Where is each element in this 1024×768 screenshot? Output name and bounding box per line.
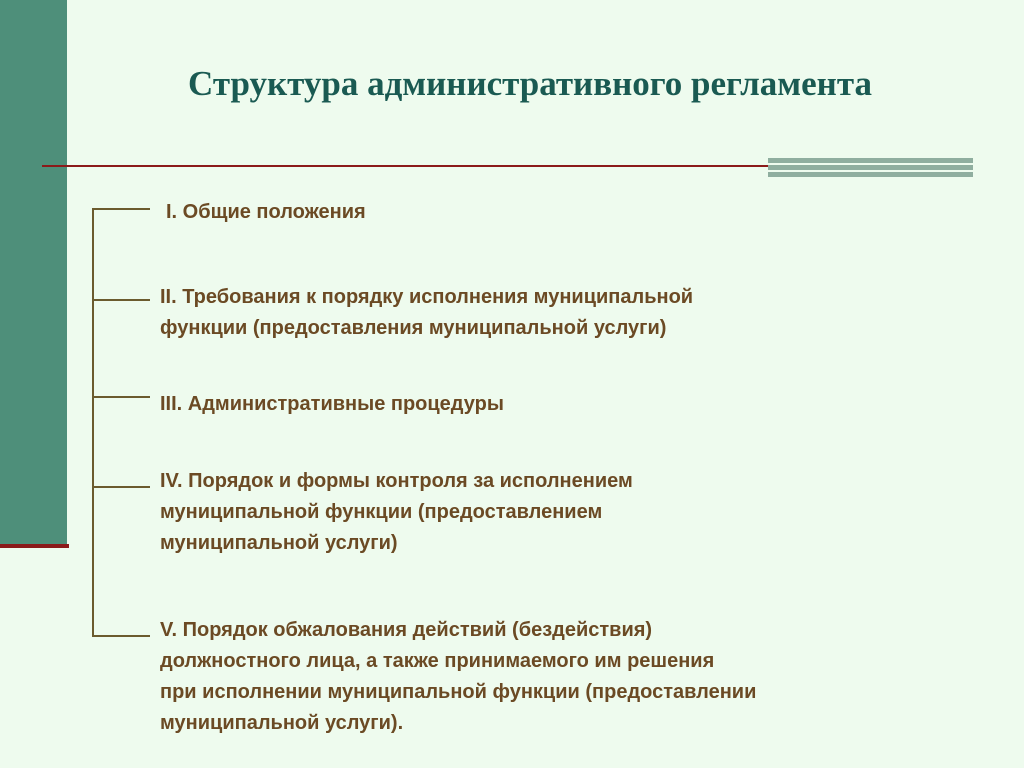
outline-item-1 [166, 197, 956, 228]
outline-item-4 [160, 466, 950, 559]
side-accent-bar [0, 0, 67, 546]
outline-item-line: при исполнении муниципальной функции (предоставлении [160, 681, 757, 703]
outline-bracket-tick [92, 635, 150, 637]
outline-item-line: муниципальной услуги) [160, 532, 398, 554]
outline-item-line: I. Общие положения [166, 201, 366, 223]
outline-item-2 [160, 282, 950, 344]
outline-bracket-spine [92, 208, 94, 636]
side-accent-rule [0, 544, 69, 548]
outline-item-line: IV. Порядок и формы контроля за исполнением [160, 470, 633, 492]
title-divider-accent [768, 158, 973, 178]
outline-bracket-tick [92, 486, 150, 488]
outline-bracket-tick [92, 396, 150, 398]
outline-item-line: функции (предоставления муниципальной услуги) [160, 317, 667, 339]
outline-item-3 [160, 389, 950, 420]
outline-item-line: II. Требования к порядку исполнения муниципальной [160, 286, 694, 308]
outline-item-5 [160, 615, 950, 739]
outline-bracket-tick [92, 299, 150, 301]
outline-item-line: должностного лица, а также принимаемого им решения [160, 650, 715, 672]
outline-item-line: муниципальной услуги). [160, 712, 404, 734]
outline-bracket-tick [92, 208, 150, 210]
outline-item-line: муниципальной функции (предоставлением [160, 501, 603, 523]
slide-title: Структура административного регламента [188, 64, 872, 103]
outline-item-line: III. Административные процедуры [160, 393, 504, 415]
outline-item-line: V. Порядок обжалования действий (бездействия) [160, 619, 653, 641]
